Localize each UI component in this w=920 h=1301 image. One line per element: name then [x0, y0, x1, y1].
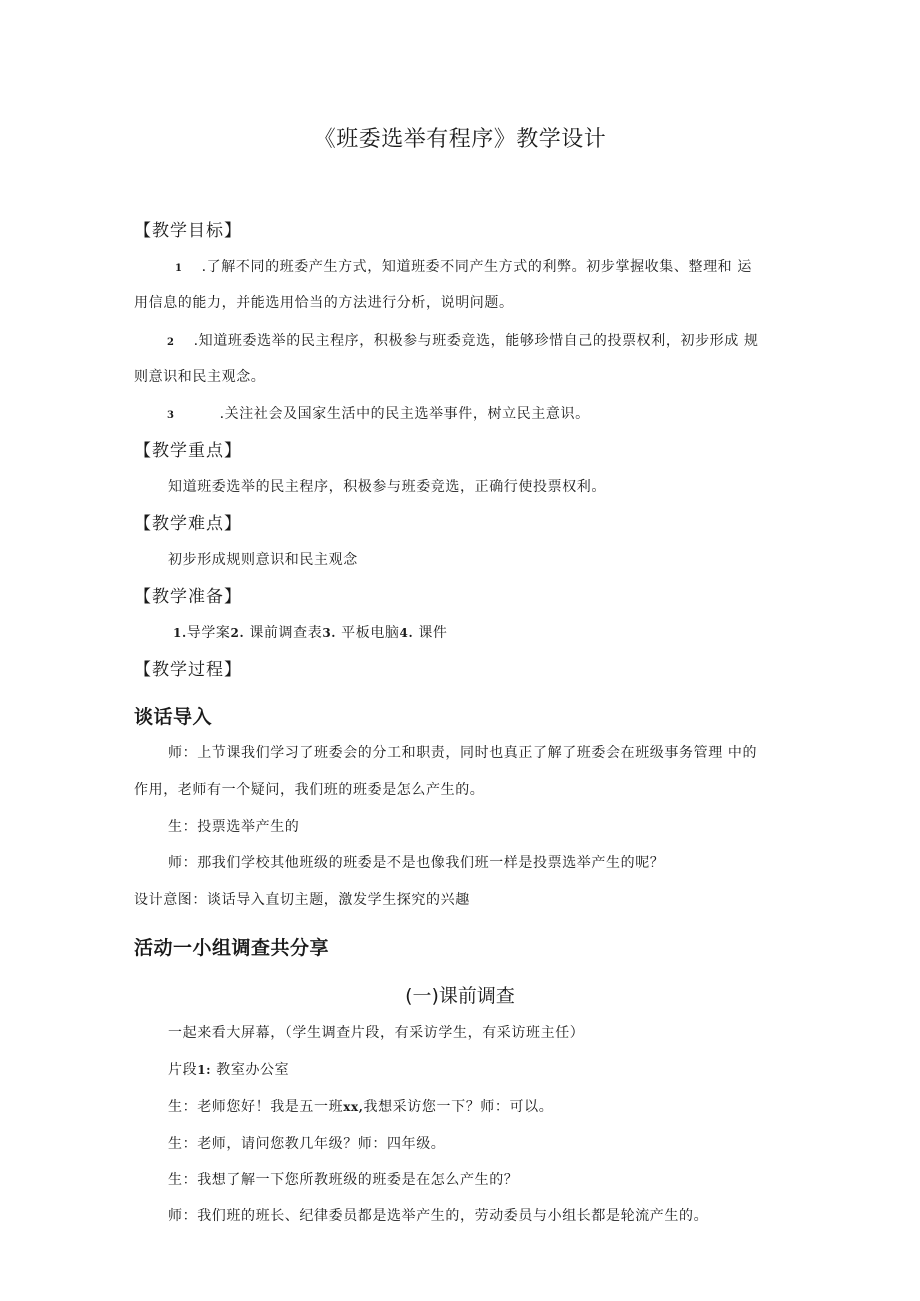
objective-2-line1 — [167, 330, 759, 350]
key-points-text: 知道班委选举的民主程序，积极参与班委竞选，正确行使投票权利。 — [168, 479, 606, 495]
intro-heading: 谈话导入 — [134, 706, 213, 728]
objective-1-text: .了解不同的班委产生方式，知道班委不同产生方式的利弊。初步掌握收集、整理和 运 — [201, 259, 752, 275]
objective-3-number: 3 — [167, 410, 175, 421]
objectives-heading: 【教学目标】 — [134, 221, 242, 241]
document-title: 《班委选举有程序》教学设计 — [313, 127, 607, 152]
key-points-heading: 【教学重点】 — [134, 441, 242, 461]
intro-p1-line1: 师：上节课我们学习了班委会的分工和职责，同时也真正了解了班委会在班级事务管理 中的 — [168, 745, 758, 761]
activity1-subheading: (一)课前调查 — [405, 985, 515, 1007]
preparation-heading: 【教学准备】 — [134, 587, 242, 607]
intro-p2: 生：投票选举产生的 — [168, 819, 300, 835]
p3-post: 我想采访您一下？师：可以。 — [363, 1099, 554, 1115]
objective-1-number: 1 — [175, 263, 183, 274]
activity1-p5: 生：我想了解一下您所教班级的班委是在怎么产生的？ — [168, 1172, 519, 1188]
objective-1-line2: 用信息的能力，并能选用恰当的方法进行分析，说明问题。 — [134, 295, 514, 311]
preparation-list — [173, 622, 448, 642]
clip-location: 教室办公室 — [211, 1062, 290, 1078]
prep-number-4: 4. — [399, 626, 414, 640]
objective-3-text: .关注社会及国家生活中的民主选举事件，树立民主意识。 — [219, 406, 590, 422]
difficulties-text: 初步形成规则意识和民主观念 — [168, 552, 358, 568]
activity1-p4: 生：老师，请问您教几年级？师：四年级。 — [168, 1136, 446, 1152]
activity1-p3 — [168, 1096, 553, 1116]
intro-p3: 师：那我们学校其他班级的班委是不是也像我们班一样是投票选举产生的呢？ — [168, 855, 665, 871]
p3-bold: xx, — [343, 1100, 364, 1114]
prep-number-3: 3. — [322, 626, 337, 640]
p3-pre: 生：老师您好！我是五一班 — [168, 1099, 344, 1115]
prep-number-2: 2. — [230, 626, 245, 640]
objective-2-number: 2 — [167, 337, 175, 348]
objective-2-line2: 则意识和民主观念。 — [134, 369, 266, 385]
prep-item-3: 平板电脑 — [336, 625, 400, 641]
activity1-p6: 师：我们班的班长、纪律委员都是选举产生的，劳动委员与小组长都是轮流产生的。 — [168, 1208, 709, 1224]
clip-number: 1: — [197, 1063, 212, 1077]
prep-number-1: 1. — [173, 626, 187, 640]
intro-design-intent: 设计意图：谈话导入直切主题，激发学生探究的兴趣 — [134, 892, 470, 908]
activity1-p2 — [168, 1059, 289, 1079]
process-heading: 【教学过程】 — [134, 660, 242, 680]
activity1-heading: 活动一小组调查共分享 — [134, 937, 330, 959]
difficulties-heading: 【教学难点】 — [134, 514, 242, 534]
prep-item-1: 导学案 — [186, 625, 231, 641]
objective-3-line1 — [167, 403, 590, 423]
prep-item-4: 课件 — [413, 625, 448, 641]
intro-p1-line2: 作用，老师有一个疑问，我们班的班委是怎么产生的。 — [134, 782, 485, 798]
clip-label: 片段 — [168, 1062, 198, 1078]
objective-1-line1 — [175, 256, 752, 276]
prep-item-2: 课前调查表 — [244, 625, 323, 641]
objective-2-text: .知道班委选举的民主程序，积极参与班委竞选，能够珍惜自己的投票权利，初步形成 规 — [193, 333, 759, 349]
activity1-p1: 一起来看大屏幕，（学生调查片段，有采访学生，有采访班主任） — [168, 1025, 585, 1041]
